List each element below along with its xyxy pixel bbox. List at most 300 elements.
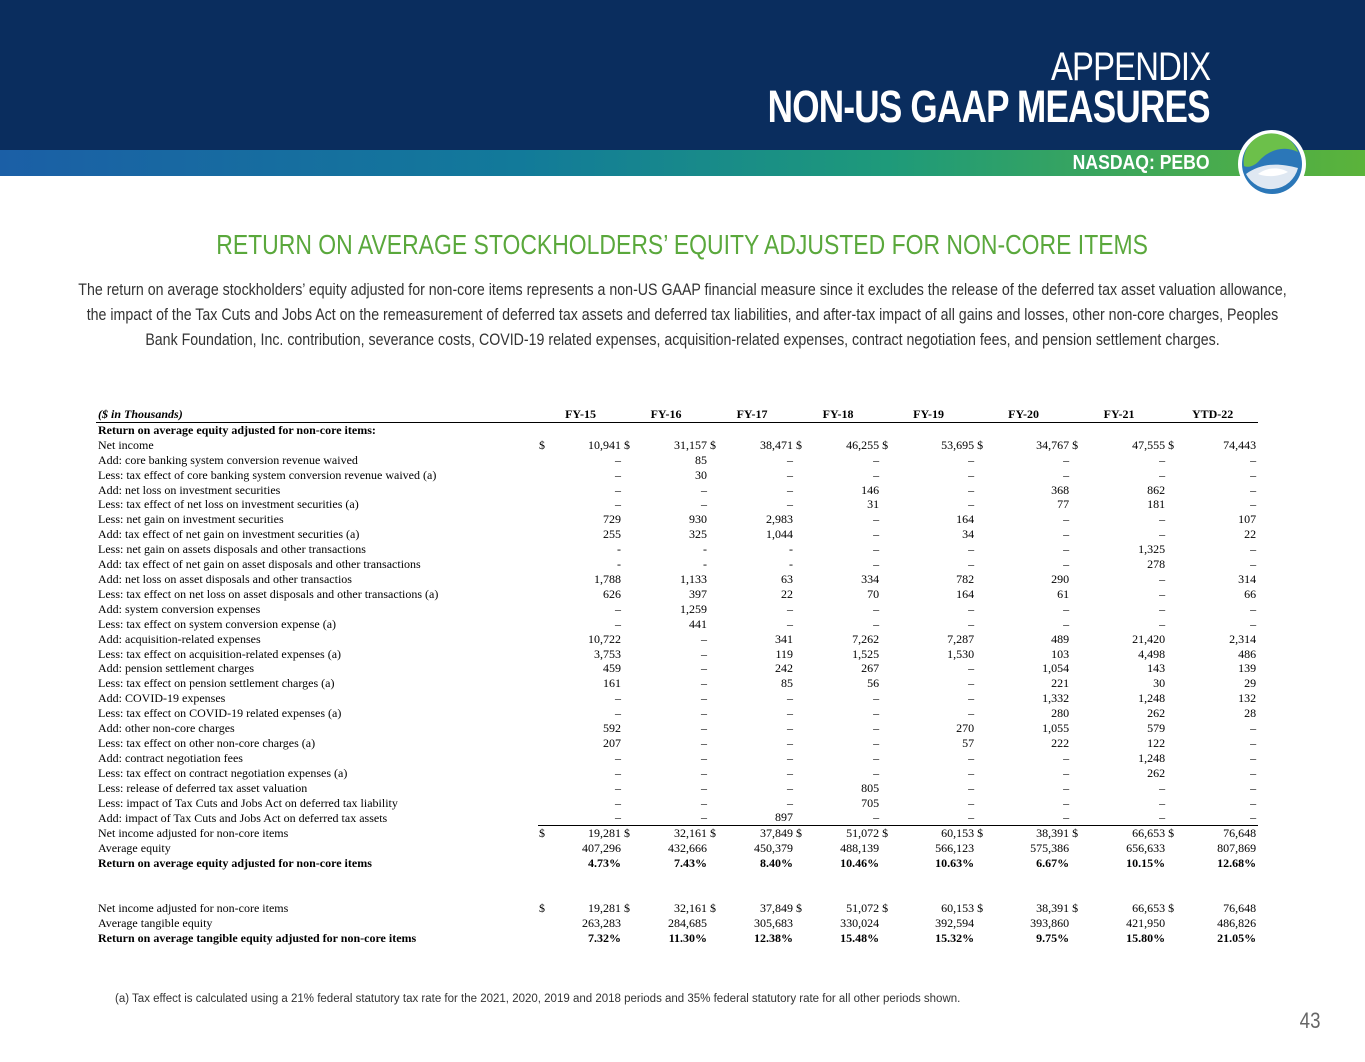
table-row xyxy=(96,916,1258,931)
table-cell: – xyxy=(787,467,794,482)
column-header: FY-19 xyxy=(881,407,976,422)
currency-symbol xyxy=(976,931,988,946)
table-cell: – xyxy=(968,780,975,795)
table-cell: 330,024 xyxy=(840,916,880,930)
table-cell: 1,044 xyxy=(766,527,794,542)
currency-symbol xyxy=(881,810,893,825)
currency-symbol xyxy=(1071,721,1083,736)
currency-symbol xyxy=(795,691,807,706)
table-row xyxy=(96,721,1258,736)
column-header: FY-20 xyxy=(976,407,1071,422)
table-cell: – xyxy=(968,557,975,572)
table-cell: 181 xyxy=(1147,497,1166,512)
table-cell: – xyxy=(1250,780,1257,795)
currency-symbol xyxy=(709,751,721,766)
table-cell: 325 xyxy=(689,527,708,542)
currency-symbol: $ xyxy=(796,437,803,452)
currency-symbol xyxy=(1071,557,1083,572)
table-cell: 290 xyxy=(1051,571,1070,586)
currency-symbol xyxy=(1071,796,1083,811)
currency-symbol xyxy=(976,572,988,587)
currency-symbol xyxy=(1167,751,1179,766)
currency-symbol: $ xyxy=(709,826,721,841)
table-cell: – xyxy=(873,810,880,825)
currency-symbol xyxy=(1071,453,1083,468)
table-cell: – xyxy=(615,810,622,825)
table-cell: 34 xyxy=(962,527,975,542)
section-title: RETURN ON AVERAGE STOCKHOLDERS’ EQUITY ADJUSTED FOR NON-CORE ITEMS xyxy=(216,229,1149,260)
table-cell: 626 xyxy=(603,586,622,601)
currency-symbol xyxy=(1071,587,1083,602)
currency-symbol xyxy=(538,661,550,676)
currency-symbol xyxy=(709,856,721,871)
table-cell: 21.05% xyxy=(1217,930,1257,945)
currency-symbol xyxy=(976,587,988,602)
table-cell: – xyxy=(615,497,622,512)
currency-symbol: $ xyxy=(623,826,635,841)
table-cell: 12.38% xyxy=(754,930,794,945)
currency-symbol xyxy=(1071,468,1083,483)
table-cell: 7.43% xyxy=(674,856,708,871)
table-cell: 32,161 xyxy=(674,901,708,916)
currency-symbol xyxy=(623,647,635,662)
currency-symbol xyxy=(538,647,550,662)
currency-symbol xyxy=(1071,781,1083,796)
table-cell: – xyxy=(1159,467,1166,482)
table-cell: 222 xyxy=(1051,735,1070,750)
table-cell: – xyxy=(1250,765,1257,780)
table-cell: – xyxy=(873,512,880,527)
table-cell: – xyxy=(968,661,975,676)
table-cell: 53,695 xyxy=(941,437,975,452)
table-row xyxy=(96,468,1258,483)
column-header: YTD-22 xyxy=(1167,407,1258,422)
currency-symbol xyxy=(709,691,721,706)
currency-symbol xyxy=(709,781,721,796)
table-cell: 1,248 xyxy=(1138,691,1166,706)
currency-symbol xyxy=(538,542,550,557)
table-cell: – xyxy=(873,706,880,721)
currency-symbol xyxy=(709,542,721,557)
currency-symbol xyxy=(1167,557,1179,572)
table-cell: 459 xyxy=(603,661,622,676)
currency-symbol xyxy=(538,916,550,931)
table-cell: 7,262 xyxy=(852,631,880,646)
table-cell: - xyxy=(789,557,794,572)
currency-symbol xyxy=(1167,706,1179,721)
currency-symbol xyxy=(709,632,721,647)
currency-symbol xyxy=(976,810,988,825)
currency-symbol xyxy=(1167,856,1179,871)
table-cell: 262 xyxy=(1147,765,1166,780)
currency-symbol: $ xyxy=(1072,437,1079,452)
table-cell: 34,767 xyxy=(1036,437,1070,452)
table-row xyxy=(96,676,1258,691)
table-cell: – xyxy=(1063,557,1070,572)
table-cell: – xyxy=(701,795,708,810)
table-cell: 103 xyxy=(1051,646,1070,661)
currency-symbol xyxy=(538,587,550,602)
table-cell: – xyxy=(873,601,880,616)
currency-symbol xyxy=(795,916,807,931)
table-cell: – xyxy=(701,765,708,780)
table-cell: 221 xyxy=(1051,676,1070,691)
table-cell: – xyxy=(1159,601,1166,616)
currency-symbol xyxy=(795,676,807,691)
table-cell: 15.48% xyxy=(840,930,880,945)
table-cell: – xyxy=(1159,452,1166,467)
currency-symbol: $ xyxy=(538,826,550,841)
table-cell: 60,153 xyxy=(941,901,975,916)
currency-symbol: $ xyxy=(1168,901,1175,916)
currency-symbol xyxy=(538,796,550,811)
currency-symbol xyxy=(976,647,988,662)
currency-symbol xyxy=(538,721,550,736)
header-subtitle: APPENDIX xyxy=(1050,45,1210,89)
table-cell: – xyxy=(701,661,708,676)
row-label: Return on average tangible equity adjusted for non-core items xyxy=(98,930,417,945)
table-cell: 278 xyxy=(1147,557,1166,572)
table-cell: 267 xyxy=(861,661,880,676)
table-cell: – xyxy=(1250,482,1257,497)
currency-symbol xyxy=(881,796,893,811)
table-cell: 37,849 xyxy=(760,901,794,916)
currency-symbol xyxy=(1167,647,1179,662)
column-header: FY-18 xyxy=(795,407,881,422)
currency-symbol xyxy=(795,572,807,587)
row-label: Less: net gain on assets disposals and other transactions xyxy=(98,542,366,557)
currency-symbol: $ xyxy=(624,901,631,916)
currency-symbol xyxy=(976,557,988,572)
table-cell: – xyxy=(1063,810,1070,825)
currency-symbol xyxy=(1167,736,1179,751)
currency-symbol xyxy=(976,751,988,766)
currency-symbol: $ xyxy=(710,901,717,916)
currency-symbol xyxy=(795,587,807,602)
currency-symbol xyxy=(709,676,721,691)
table-cell: 486 xyxy=(1238,646,1257,661)
currency-symbol xyxy=(1071,916,1083,931)
currency-symbol xyxy=(1167,781,1179,796)
currency-symbol xyxy=(1071,766,1083,781)
table-cell: – xyxy=(968,750,975,765)
table-row xyxy=(96,781,1258,796)
table-cell: – xyxy=(968,601,975,616)
currency-symbol xyxy=(538,468,550,483)
table-row xyxy=(96,483,1258,498)
table-cell: 61 xyxy=(1057,586,1070,601)
table-cell: 897 xyxy=(775,810,794,825)
currency-symbol xyxy=(976,841,988,856)
table-cell: 3,753 xyxy=(594,646,622,661)
currency-symbol xyxy=(1167,587,1179,602)
row-label: Less: tax effect on system conversion expense (a) xyxy=(98,616,337,631)
currency-symbol xyxy=(538,766,550,781)
row-label: Less: tax effect of core banking system conversion revenue waived (a) xyxy=(98,467,437,482)
table-cell: 782 xyxy=(956,571,975,586)
table-cell: – xyxy=(1159,616,1166,631)
currency-symbol xyxy=(795,512,807,527)
table-cell: – xyxy=(1063,750,1070,765)
table-cell: 566,123 xyxy=(935,841,975,856)
currency-symbol xyxy=(1167,527,1179,542)
table-cell: 432,666 xyxy=(668,841,708,856)
currency-symbol xyxy=(709,587,721,602)
currency-symbol: $ xyxy=(1072,901,1079,916)
table-cell: 705 xyxy=(861,795,880,810)
currency-symbol xyxy=(881,647,893,662)
currency-symbol xyxy=(976,483,988,498)
table-cell: 119 xyxy=(775,646,794,661)
table-cell: – xyxy=(615,452,622,467)
row-label: Net income xyxy=(98,437,154,452)
table-cell: 255 xyxy=(603,527,622,542)
table-cell: 407,296 xyxy=(582,841,622,856)
currency-symbol xyxy=(709,647,721,662)
row-label xyxy=(96,871,1258,901)
currency-symbol xyxy=(881,602,893,617)
row-label: Add: pension settlement charges xyxy=(98,661,255,676)
row-label: Add: tax effect of net gain on asset disposals and other transactions xyxy=(98,557,421,572)
table-cell: – xyxy=(1063,765,1070,780)
row-label: Average tangible equity xyxy=(98,916,213,930)
table-cell: – xyxy=(787,795,794,810)
currency-symbol xyxy=(976,766,988,781)
currency-symbol xyxy=(976,781,988,796)
table-cell: 85 xyxy=(781,676,794,691)
currency-symbol xyxy=(623,542,635,557)
currency-symbol xyxy=(623,602,635,617)
currency-symbol xyxy=(538,453,550,468)
currency-symbol xyxy=(623,527,635,542)
currency-symbol: $ xyxy=(1167,826,1179,841)
currency-symbol xyxy=(709,931,721,946)
table-cell: 19,281 xyxy=(588,901,622,916)
table-cell: 15.32% xyxy=(935,930,975,945)
currency-symbol xyxy=(795,647,807,662)
currency-symbol xyxy=(709,453,721,468)
table-cell: – xyxy=(615,765,622,780)
currency-symbol xyxy=(1167,468,1179,483)
table-cell: 164 xyxy=(956,586,975,601)
currency-symbol xyxy=(623,617,635,632)
table-cell: – xyxy=(1159,780,1166,795)
currency-symbol xyxy=(623,632,635,647)
table-row xyxy=(96,706,1258,721)
table-cell: – xyxy=(701,646,708,661)
currency-symbol xyxy=(795,483,807,498)
table-cell: – xyxy=(1063,795,1070,810)
table-cell: 19,281 xyxy=(550,826,623,841)
table-cell: – xyxy=(1063,452,1070,467)
currency-symbol xyxy=(881,587,893,602)
currency-symbol xyxy=(795,468,807,483)
table-cell: 76,648 xyxy=(1179,826,1258,841)
table-cell: 10.46% xyxy=(840,856,880,871)
table-cell: 441 xyxy=(689,616,708,631)
currency-symbol: $ xyxy=(539,901,545,916)
currency-symbol xyxy=(795,453,807,468)
currency-symbol xyxy=(623,736,635,751)
currency-symbol: $ xyxy=(795,826,807,841)
currency-symbol xyxy=(1167,632,1179,647)
table-cell: 66,653 xyxy=(1132,901,1166,916)
currency-symbol: $ xyxy=(976,826,988,841)
table-cell: – xyxy=(1250,452,1257,467)
currency-symbol xyxy=(709,661,721,676)
currency-symbol xyxy=(881,572,893,587)
table-row xyxy=(96,542,1258,557)
table-cell: – xyxy=(1159,527,1166,542)
table-cell: – xyxy=(1250,542,1257,557)
currency-symbol: $ xyxy=(977,437,984,452)
currency-symbol xyxy=(1167,512,1179,527)
currency-symbol xyxy=(881,841,893,856)
currency-symbol xyxy=(1167,766,1179,781)
currency-symbol xyxy=(1071,497,1083,512)
currency-symbol xyxy=(1167,497,1179,512)
table-row xyxy=(96,841,1258,856)
table-cell: 284,685 xyxy=(668,916,708,930)
table-cell: 6.67% xyxy=(1036,856,1070,871)
row-label: Average equity xyxy=(98,841,171,856)
table-header-row xyxy=(96,407,1258,422)
currency-symbol xyxy=(881,632,893,647)
table-row xyxy=(96,572,1258,587)
table-cell: 132 xyxy=(1238,691,1257,706)
table-row xyxy=(96,736,1258,751)
table-cell: 22 xyxy=(781,586,794,601)
row-label: Less: tax effect on pension settlement charges (a) xyxy=(98,676,335,691)
currency-symbol xyxy=(623,781,635,796)
table-cell: – xyxy=(1250,735,1257,750)
table-cell: 8.40% xyxy=(760,856,794,871)
table-cell: 579 xyxy=(1147,721,1166,736)
currency-symbol xyxy=(623,721,635,736)
table-cell: 1,530 xyxy=(947,646,975,661)
table-cell: – xyxy=(701,691,708,706)
table-cell: – xyxy=(968,676,975,691)
table-cell: – xyxy=(787,497,794,512)
company-logo-icon xyxy=(1236,128,1308,200)
row-label: Return on average equity adjusted for non-core items xyxy=(98,856,372,871)
table-cell: - xyxy=(789,542,794,557)
currency-symbol xyxy=(1071,572,1083,587)
table-cell: 263,283 xyxy=(582,916,622,930)
table-cell: – xyxy=(701,750,708,765)
currency-symbol xyxy=(623,841,635,856)
table-cell: 4.73% xyxy=(588,856,622,871)
currency-symbol xyxy=(1167,691,1179,706)
currency-symbol xyxy=(709,468,721,483)
currency-symbol xyxy=(1071,856,1083,871)
table-cell: 2,314 xyxy=(1229,631,1257,646)
table-cell: 30 xyxy=(695,467,708,482)
currency-symbol xyxy=(881,691,893,706)
table-cell: 56 xyxy=(867,676,880,691)
table-row xyxy=(96,512,1258,527)
table-cell: 107 xyxy=(1238,512,1257,527)
currency-symbol xyxy=(976,602,988,617)
table-row xyxy=(96,826,1258,841)
table-cell: – xyxy=(1250,810,1257,825)
table-cell: 38,391 xyxy=(1036,901,1070,916)
header-title: NON-US GAAP MEASURES xyxy=(767,81,1210,132)
table-cell: 656,633 xyxy=(1126,841,1166,856)
table-cell: – xyxy=(615,616,622,631)
currency-symbol xyxy=(881,781,893,796)
table-cell: – xyxy=(1159,512,1166,527)
currency-symbol xyxy=(976,796,988,811)
table-cell: 161 xyxy=(603,676,622,691)
currency-symbol xyxy=(795,766,807,781)
table-cell: 1,054 xyxy=(1042,661,1070,676)
table-cell: – xyxy=(873,691,880,706)
currency-symbol xyxy=(623,856,635,871)
table-cell: – xyxy=(1250,721,1257,736)
currency-symbol xyxy=(1167,661,1179,676)
currency-symbol xyxy=(538,781,550,796)
table-cell: 60,153 xyxy=(893,826,976,841)
currency-symbol xyxy=(709,557,721,572)
table-cell: 11.30% xyxy=(668,930,708,945)
currency-symbol xyxy=(709,617,721,632)
table-cell: 805 xyxy=(861,780,880,795)
currency-symbol xyxy=(623,587,635,602)
currency-symbol xyxy=(1167,676,1179,691)
currency-symbol xyxy=(1071,810,1083,825)
table-cell: – xyxy=(873,557,880,572)
table-row xyxy=(96,587,1258,602)
currency-symbol xyxy=(538,557,550,572)
currency-symbol: $ xyxy=(624,437,631,452)
currency-symbol xyxy=(881,497,893,512)
table-cell: – xyxy=(787,721,794,736)
row-label: Less: tax effect on net loss on asset disposals and other transactions (a) xyxy=(98,586,439,601)
table-cell: - xyxy=(703,557,708,572)
table-cell: – xyxy=(701,721,708,736)
table-cell: 22 xyxy=(1244,527,1257,542)
table-cell: – xyxy=(701,735,708,750)
table-row xyxy=(96,871,1258,901)
row-label: Less: net gain on investment securities xyxy=(98,512,284,527)
table-cell: 314 xyxy=(1238,571,1257,586)
table-row xyxy=(96,796,1258,811)
table-cell: 10.15% xyxy=(1126,856,1166,871)
currency-symbol xyxy=(1071,706,1083,721)
table-cell: 70 xyxy=(867,586,880,601)
table-cell: – xyxy=(1063,527,1070,542)
table-cell: – xyxy=(701,706,708,721)
currency-symbol xyxy=(623,766,635,781)
table-cell: – xyxy=(968,467,975,482)
table-row xyxy=(96,453,1258,468)
table-cell: 32,161 xyxy=(635,826,709,841)
currency-symbol xyxy=(1167,617,1179,632)
table-row xyxy=(96,647,1258,662)
currency-symbol xyxy=(709,483,721,498)
table-cell: 575,386 xyxy=(1030,841,1070,856)
table-cell: 397 xyxy=(689,586,708,601)
table-cell: – xyxy=(615,467,622,482)
table-cell: 10,941 xyxy=(588,437,622,452)
currency-symbol xyxy=(881,468,893,483)
currency-symbol xyxy=(976,617,988,632)
currency-symbol xyxy=(881,542,893,557)
currency-symbol: $ xyxy=(1168,437,1175,452)
table-cell: – xyxy=(787,750,794,765)
table-row xyxy=(96,617,1258,632)
